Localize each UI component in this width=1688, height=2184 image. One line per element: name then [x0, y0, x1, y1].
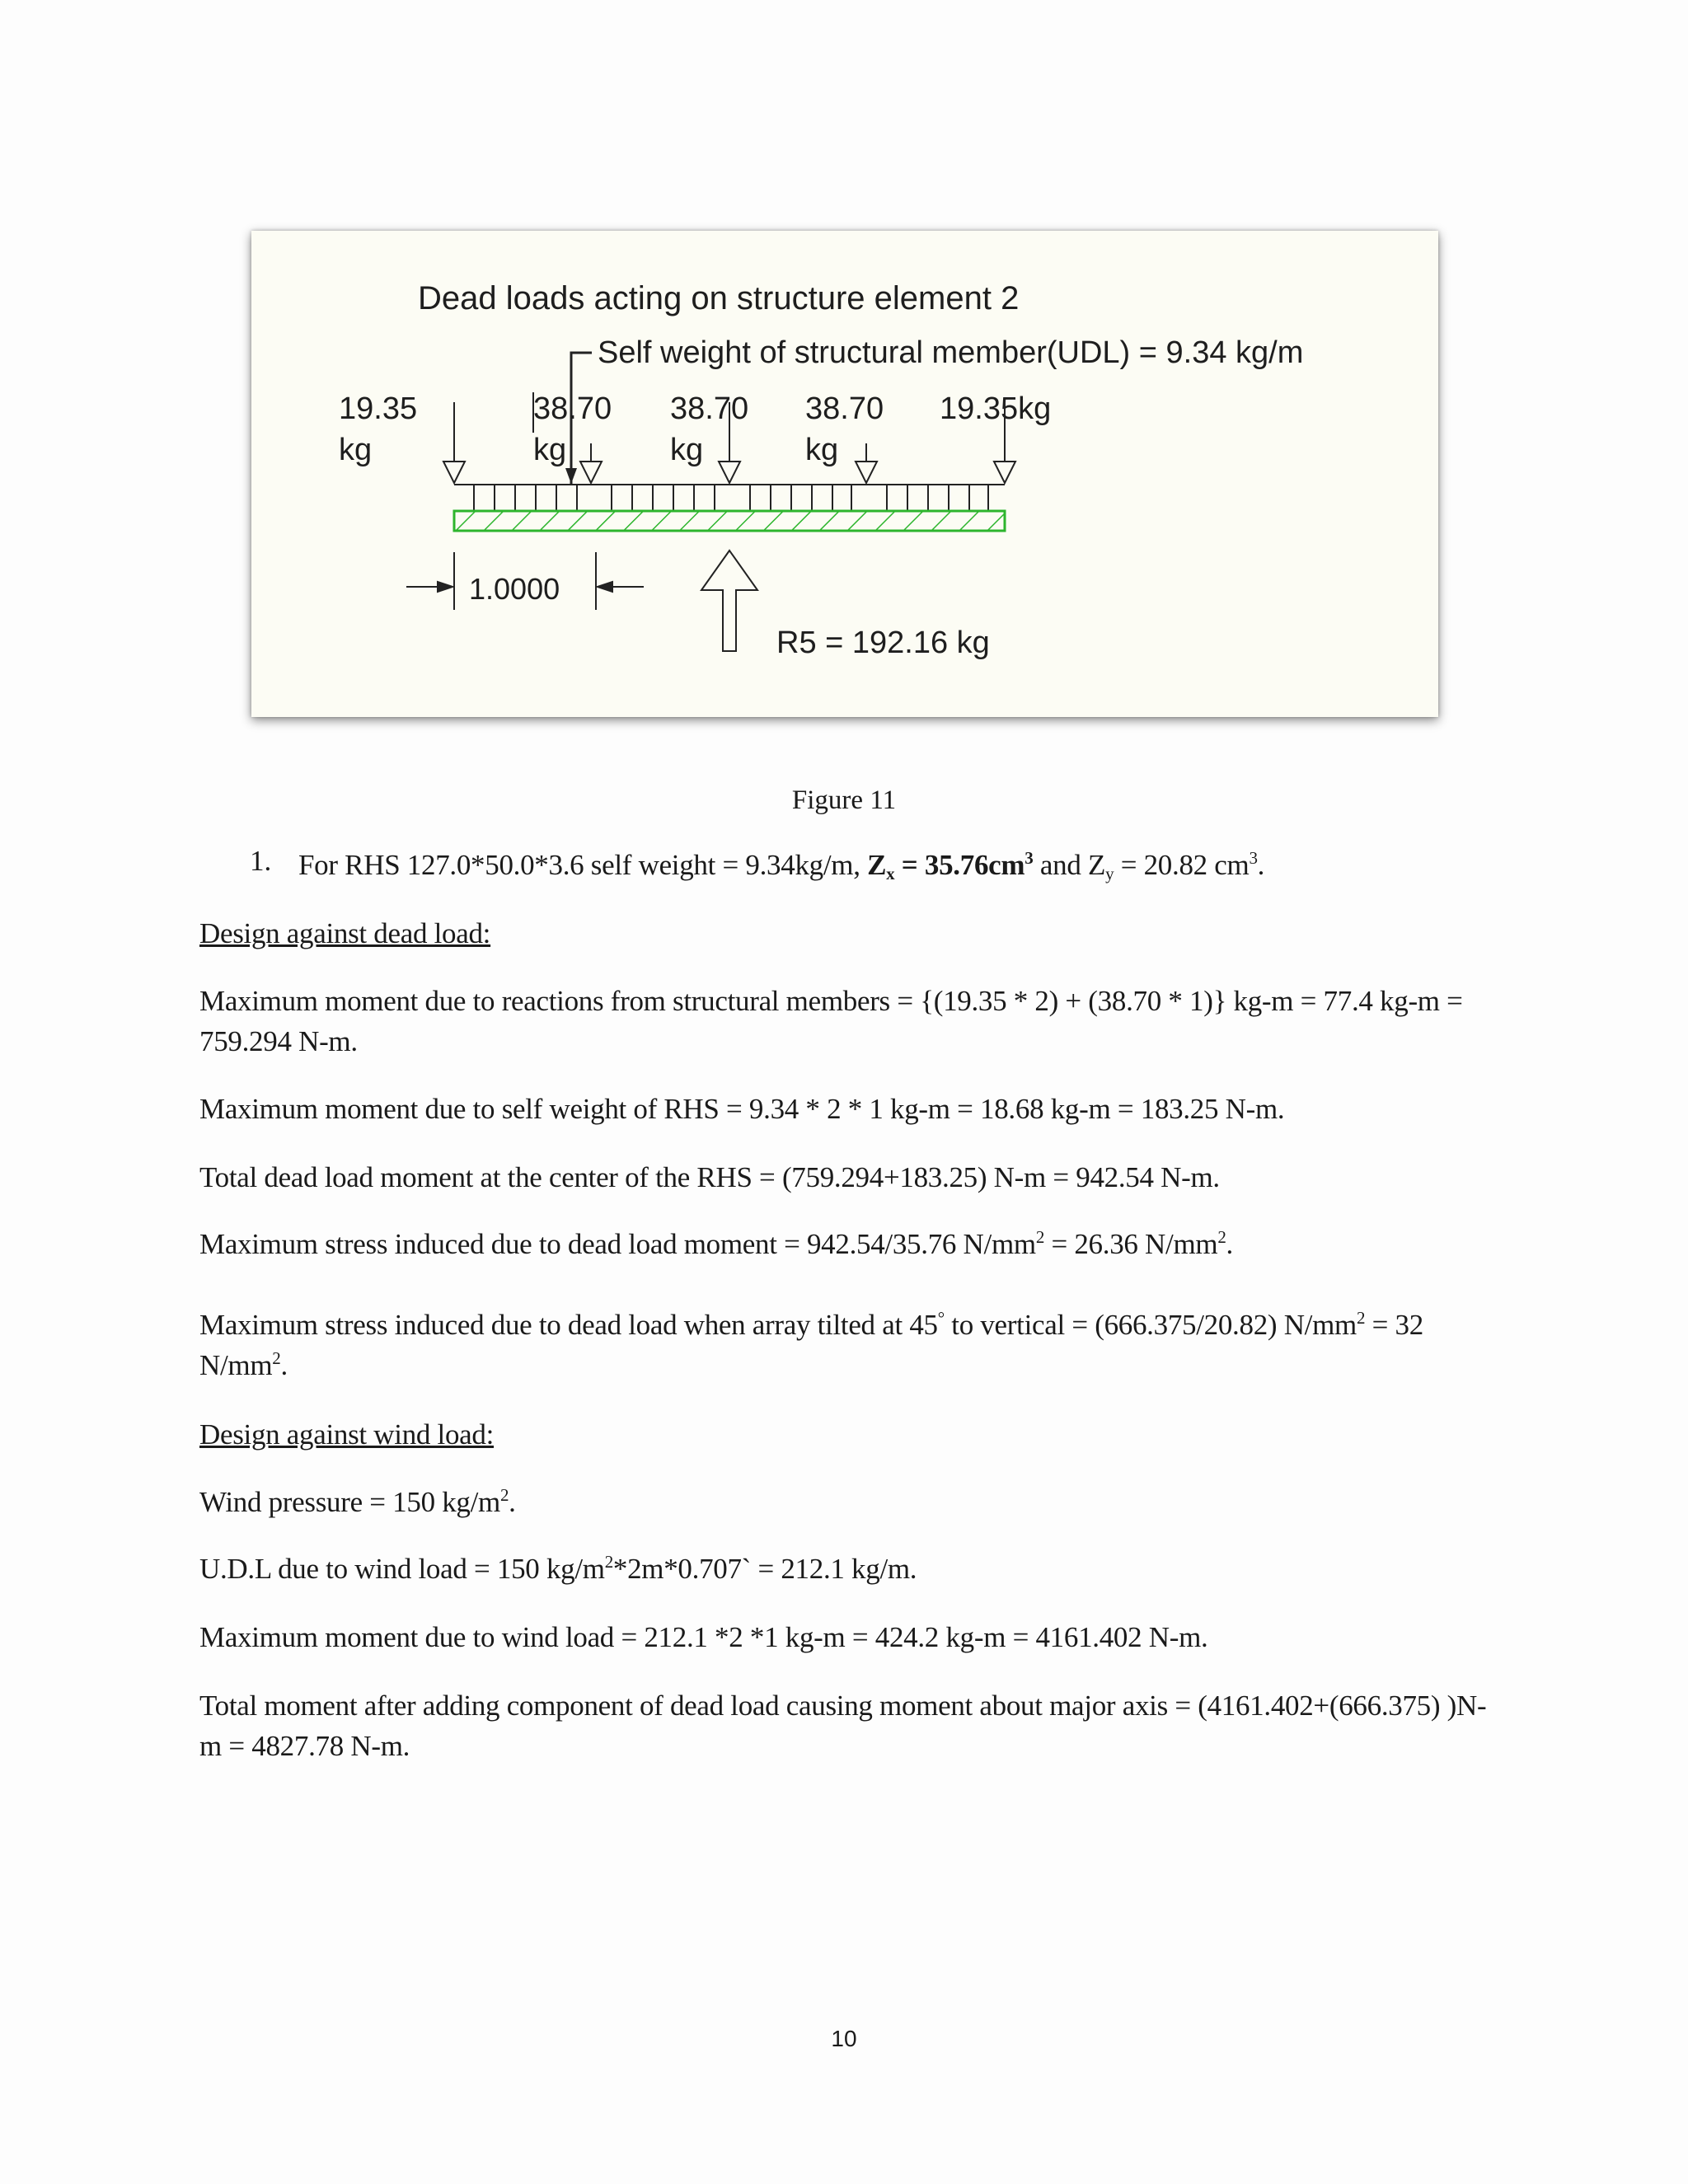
udl-leader-arrow	[565, 468, 577, 484]
dead-stress-sup-1: 2	[1035, 1227, 1045, 1247]
tilted-stress-text: Maximum stress induced due to dead load when array tilted at 45	[199, 1309, 938, 1341]
dimension-label: 1.0000	[469, 572, 560, 606]
diagram-title: Dead loads acting on structure element 2	[418, 280, 1020, 316]
load-2-unit: kg	[533, 433, 567, 467]
dead-stress-end: .	[1226, 1228, 1233, 1260]
dead-stress-sup-2: 2	[1217, 1227, 1226, 1247]
zx-value: = 35.76cm	[894, 849, 1025, 881]
wind-pressure-end: .	[509, 1486, 516, 1518]
page-number: 10	[831, 2026, 857, 2051]
rhs-text: For RHS 127.0*50.0*3.6 self weight = 9.34kg/m,	[298, 849, 868, 881]
paragraph-total-moment: Total moment after adding component of dead load causing moment about major axis = (4161.402+(666.375) )N-m = 4827.78 N-m.	[199, 1690, 1487, 1762]
zy-subscript: y	[1105, 864, 1114, 883]
load-2-value: 38.70	[533, 391, 612, 426]
figure-image	[251, 231, 1438, 717]
paragraph-wind-moment: Maximum moment due to wind load = 212.1 *2 *1 kg-m = 424.2 kg-m = 4161.402 N-m.	[199, 1621, 1208, 1653]
zx-symbol: Z	[867, 849, 887, 881]
beam	[454, 511, 1005, 531]
item1-end: .	[1257, 849, 1265, 881]
wind-udl-sup: 2	[604, 1552, 613, 1572]
wind-udl-text: U.D.L due to wind load = 150 kg/m	[199, 1553, 605, 1585]
zx-superscript: 3	[1025, 848, 1034, 868]
udl-label: Self weight of structural member(UDL) = 9.34 kg/m	[598, 335, 1304, 370]
zy-symbol: and Z	[1033, 849, 1106, 881]
figure-caption: Figure 11	[791, 785, 897, 815]
heading-wind-load: Design against wind load:	[199, 1418, 495, 1451]
degree-symbol: °	[937, 1308, 945, 1328]
load-3-value: 38.70	[670, 391, 749, 426]
beam-load-diagram	[251, 231, 1438, 717]
zx-subscript: x	[886, 864, 895, 883]
dead-stress-result: = 26.36 N/mm	[1044, 1228, 1218, 1260]
dead-stress-text: Maximum stress induced due to dead load moment = 942.54/35.76 N/mm	[199, 1228, 1036, 1260]
wind-pressure-text: Wind pressure = 150 kg/m	[199, 1486, 500, 1518]
load-4-unit: kg	[805, 433, 839, 467]
reaction-arrow	[701, 551, 757, 651]
reaction-label: R5 = 192.16 kg	[776, 626, 990, 660]
tilted-stress-sup-2: 2	[272, 1348, 281, 1368]
point-load-arrows	[443, 402, 1015, 483]
paragraph-wind-pressure	[199, 1482, 1493, 1522]
section-properties-line	[298, 845, 1493, 885]
udl-ticks	[454, 485, 1005, 511]
tilted-stress-sup-1: 2	[1356, 1308, 1366, 1328]
zy-value: = 20.82 cm	[1114, 849, 1250, 881]
paragraph-dead-stress	[199, 1224, 1493, 1264]
heading-dead-load: Design against dead load:	[199, 917, 491, 949]
load-4-value: 38.70	[805, 391, 884, 426]
tilted-stress-end: .	[280, 1349, 288, 1381]
paragraph-tilted-stress	[199, 1305, 1493, 1385]
load-1-value: 19.35	[339, 391, 418, 426]
list-number: 1.	[250, 845, 272, 877]
wind-pressure-sup: 2	[499, 1485, 509, 1505]
paragraph-reaction-moment: Maximum moment due to reactions from structural members = {(19.35 * 2) + (38.70 * 1)} kg-m = 77.4 kg-m = 759.294 N-m.	[199, 985, 1463, 1057]
load-5-value: 19.35kg	[940, 391, 1052, 426]
load-1-unit: kg	[339, 433, 373, 467]
wind-udl-result: *2m*0.707` = 212.1 kg/m.	[612, 1553, 917, 1585]
tilted-stress-formula: to vertical = (666.375/20.82) N/mm	[944, 1309, 1357, 1341]
paragraph-self-weight-moment: Maximum moment due to self weight of RHS = 9.34 * 2 * 1 kg-m = 18.68 kg-m = 183.25 N-m.	[199, 1093, 1285, 1125]
paragraph-total-dead-moment: Total dead load moment at the center of the RHS = (759.294+183.25) N-m = 942.54 N-m.	[199, 1161, 1220, 1193]
tilted-stress-result: = 32 N/mm	[199, 1309, 1423, 1381]
zy-superscript: 3	[1249, 848, 1258, 868]
load-3-unit: kg	[670, 433, 704, 467]
paragraph-wind-udl	[199, 1549, 1493, 1589]
